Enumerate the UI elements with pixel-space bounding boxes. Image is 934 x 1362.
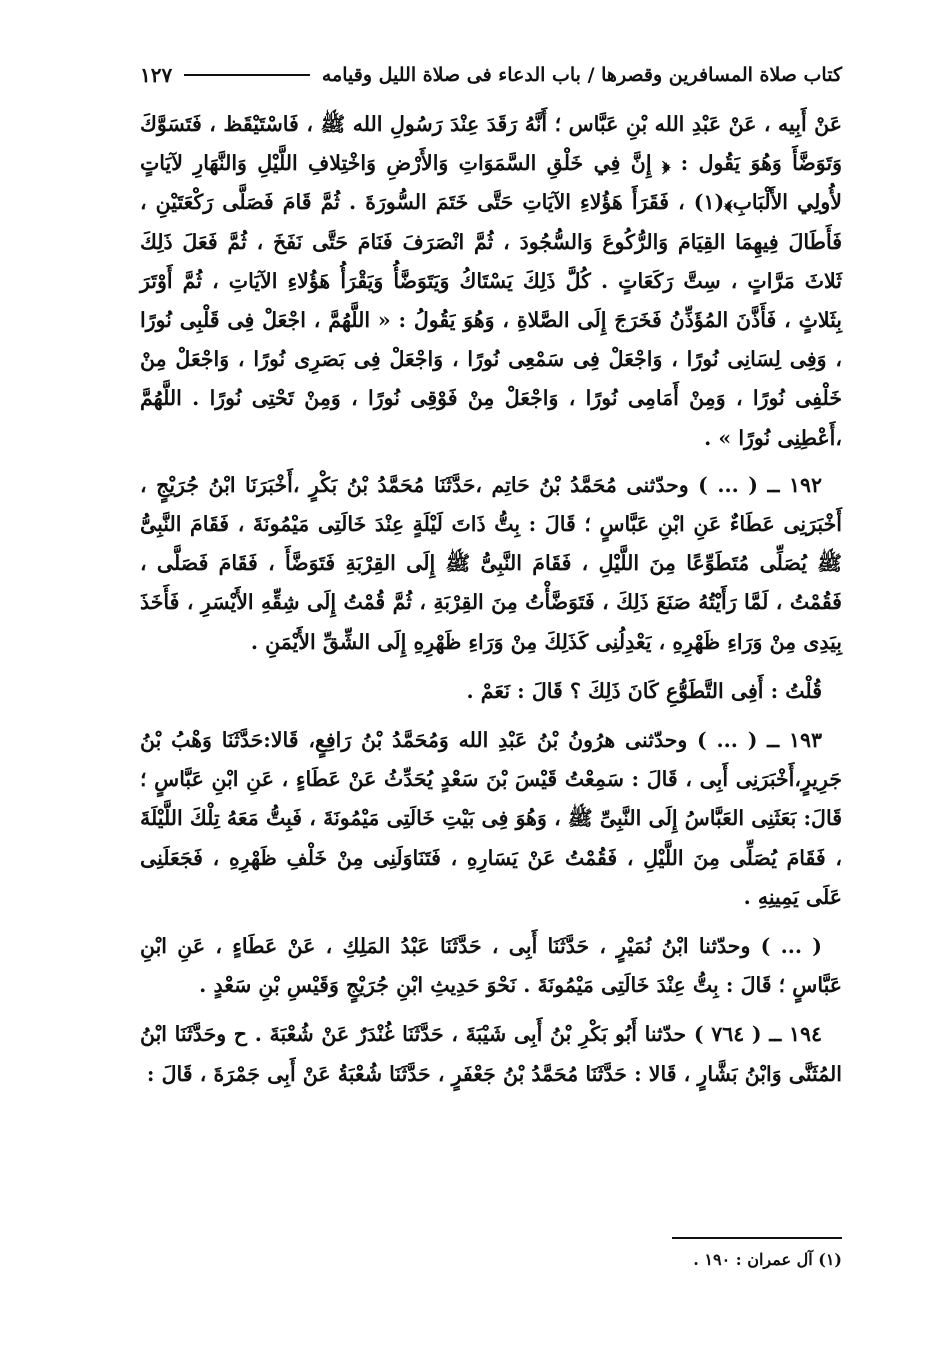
paragraph-hadith-193: ١٩٣ ــ ( ... ) وحدّثنى هرُونُ بْنُ عَبْدِ الله وَمُحَمَّدُ بْنُ رَافِعٍ، قَالا:حَدَّثَنَا وَهْبُ بْنُ جَرِيرٍ،أَخْبَرَنِى أَبِى ، قَالَ : سَمِعْتُ قَيْسَ بْنَ سَعْدٍ يُحَدِّثُ عَنْ عَطَاءٍ ، عَنِ ابْنِ عَبَّاسٍ ؛ قَالَ: بَعَثَنِى العَبَّاسُ إِلَى النَّبِىِّ ﷺ ، وَهُوَ فِى بَيْتِ خَالَتِى مَيْمُونَةَ ، فَبِتُّ مَعَهُ تِلْكَ اللَّيْلَةَ ، فَقَامَ يُصَلِّى مِنَ اللَّيْلِ ، فَقُمْتُ عَنْ يَسَارِهِ ، فَتَنَاوَلَنِى مِنْ خَلْفِ ظَهْرِهِ ، فَجَعَلَنِى عَلَى يَمِينِهِ . bbox=[140, 728, 842, 909]
paragraph-hadith-193-chain: ( ... ) وحدّثنا ابْنُ نُمَيْرٍ ، حَدَّثَنَا أَبِى ، حَدَّثَنَا عَبْدُ المَلِكِ ، عَنْ عَطَاءٍ ، عَنِ ابْنِ عَبَّاسٍ ؛ قَالَ : بِتُّ عِنْدَ خَالَتِى مَيْمُونَةَ . نَحْوَ حَدِيثِ ابْنِ جُرَيْجٍ وَقَيْسِ بْنِ سَعْدٍ . bbox=[140, 934, 842, 998]
header-title: كتاب صلاة المسافرين وقصرها / باب الدعاء فى صلاة الليل وقيامه bbox=[321, 64, 842, 86]
footnote: (١) آل عمران : ١٩٠ . bbox=[693, 1250, 842, 1269]
running-header bbox=[140, 58, 842, 92]
paragraph-hadith-194: ١٩٤ ــ ( ٧٦٤ ) حدّثنا أَبُو بَكْرِ بْنُ أَبِى شَيْبَةَ ، حَدَّثَنَا غُنْدَرٌ عَنْ شُعْبَةَ . ح وحَدَّثَنَا ابْنُ المُثَنَّى وَابْنُ بَشَّارٍ ، قَالا : حَدَّثَنَا مُحَمَّدُ بْنُ جَعْفَرٍ ، حَدَّثَنَا شُعْبَةُ عَنْ أَبِى جَمْرَةَ ، قَالَ : bbox=[140, 1022, 842, 1086]
header-rule bbox=[184, 74, 310, 76]
footnote-rule bbox=[672, 1237, 842, 1239]
paragraph-hadith-continuation: عَنْ أَبِيه ، عَنْ عَبْدِ الله بْنِ عَبَّاس ؛ أَنَّهُ رَقَدَ عِنْدَ رَسُولِ الله ﷺ ، فَاسْتَيْقَظ ، فَتَسَوَّكَ وَتَوَضَّأَ وَهُوَ يَقُول : ﴿ إِنَّ فِي خَلْقِ السَّمَوَاتِ وَالأَرْضِ وَاخْتِلافِ اللَّيْلِ وَالنَّهَارِ لآيَاتٍ لأُولِي الأَلْبَابِ﴾(١) ، فَقَرَأَ هَؤُلاءِ الآيَاتِ حَتَّى خَتَمَ السُّورَةَ . ثُمَّ قَامَ فَصَلَّى رَكْعَتَيْنِ ، فَأَطَالَ فِيهِمَا القِيَامَ وَالرُّكُوعَ وَالسُّجُودَ ، ثُمَّ انْصَرَفَ فَنَامَ حَتَّى نَفَخَ ، ثُمَّ فَعَلَ ذَلِكَ ثَلاثَ مَرَّاتٍ ، سِتَّ رَكَعَاتٍ . كُلَّ ذَلِكَ يَسْتَاكُ وَيَتَوَضَّأُ وَيَقْرَأُ هَؤُلاءِ الآيَاتِ ، ثُمَّ أَوْتَرَ بِثَلاثٍ ، فَأَذَّنَ المُؤَذِّنُ فَخَرَجَ إِلَى الصَّلاةِ ، وَهُوَ يَقُولُ : « اللَّهُمَّ ، اجْعَلْ فِى قَلْبِى نُورًا ، وَفِى لِسَانِى نُورًا ، وَاجْعَلْ فِى سَمْعِى نُورًا ، وَاجْعَلْ فِى بَصَرِى نُورًا ، وَاجْعَلْ مِنْ خَلْفِى نُورًا ، وَمِنْ أَمَامِى نُورًا ، وَاجْعَلْ مِنْ فَوْقِى نُورًا ، وَمِنْ تَحْتِى نُورًا . اللَّهُمَّ ،أَعْطِنِى نُورًا » . bbox=[140, 112, 842, 450]
main-text bbox=[140, 105, 842, 1104]
page-number: ١٢٧ bbox=[140, 63, 173, 87]
paragraph-hadith-192: ١٩٢ ــ ( ... ) وحدّثنى مُحَمَّدُ بْنُ حَاتِم ،حَدَّثَنَا مُحَمَّدُ بْنُ بَكْرٍ ،أَخْبَرَنَا ابْنُ جُرَيْجٍ ، أَخْبَرَنِى عَطَاءٌ عَنِ ابْنِ عَبَّاسٍ ؛ قَالَ : بِتُّ ذَاتَ لَيْلَةٍ عِنْدَ خَالَتِى مَيْمُونَةَ ، فَقَامَ النَّبِىُّ ﷺ يُصَلِّى مُتَطَوِّعًا مِنَ اللَّيْلِ ، فَقَامَ النَّبِىُّ ﷺ إِلَى القِرْبَةِ فَتَوَضَّأَ ، فَقَامَ فَصَلَّى ، فَقُمْتُ ، لَمَّا رَأَيْتُهُ صَنَعَ ذَلِكَ ، فَتَوَضَّأْتُ مِنَ القِرْبَةِ ، ثُمَّ قُمْتُ إِلَى شِقِّهِ الأَيْسَرِ ، فَأَخَذَ بِيَدِى مِنْ وَرَاءِ ظَهْرِهِ ، يَعْدِلُنِى كَذَلِكَ مِنْ وَرَاءِ ظَهْرِهِ إِلَى الشِّقِّ الأَيْمَنِ . bbox=[140, 472, 842, 654]
paragraph-question: قُلْتُ : أَفِى التَّطَوُّعِ كَانَ ذَلِكَ ؟ قَالَ : نَعَمْ . bbox=[466, 678, 822, 703]
